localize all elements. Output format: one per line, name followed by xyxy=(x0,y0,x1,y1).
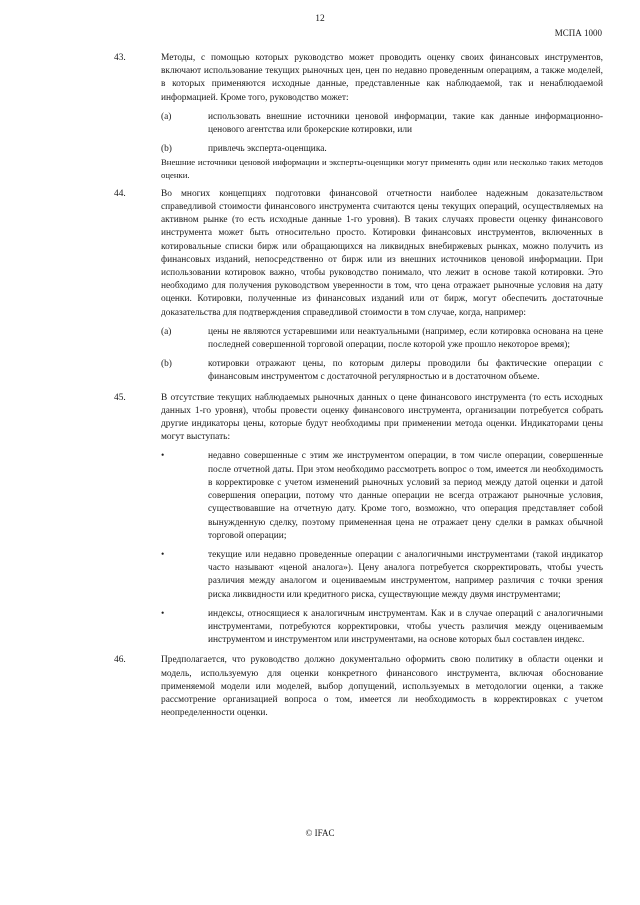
paragraph-text: Методы, с помощью которых руководство может проводить оценку своих финансовых инструментов, включают использование текущих рыночных цен, цен по недавно проведенным операциям, а также моделей, в которых применяются исходные данные, представленные как наблюдаемой, так и ненаблюдаемой информацией. Кроме того, руководство может: xyxy=(161,53,603,103)
paragraph-number: 43. xyxy=(114,53,126,63)
body-text xyxy=(114,52,603,727)
list-item-text: цены не являются устаревшими или неактуальными (например, если котировка основана на цене последней совершенной торговой операции, после которой уже прошло некоторое время); xyxy=(208,326,603,351)
bullet-item xyxy=(161,549,603,602)
list-item-label: (а) xyxy=(161,111,172,122)
paragraph-number: 44. xyxy=(114,188,126,199)
bullet-icon: • xyxy=(161,451,165,462)
paragraph-45 xyxy=(114,392,603,648)
bullet-text: текущие или недавно проведенные операции с аналогичными инструментами (такой индикатор часто называют «ценой аналога»). Цену аналога потребуется скорректировать, чтобы учесть различия между аналогом и оцениваемым инструментом, например различия с точки зрения риска ликвидности или кредитного риска, существующие между двумя инструментами; xyxy=(208,549,603,600)
paragraph-text: Предполагается, что руководство должно документально оформить свою политику в области оценки и модель, используемую для оценки конкретного финансового инструмента, включая обоснование применяемой модели или моделей, выбор допущений, используемых в методологии оценки, а также рассмотрение организацией вопроса о том, имеется ли необходимость в корректировках с учетом неопределенности оценки. xyxy=(161,655,603,719)
paragraph-text: Во многих концепциях подготовки финансовой отчетности наиболее надежным доказательством справедливой стоимости финансового инструмента считаются цены текущих операций, осуществляемых на активном рынке (то есть исходные данные 1-го уровня). В таких случаях провести оценку финансового инструмента может быть относительно просто. Котировки финансовых инструментов, включенных в котировальные списки бирж или обращающихся на ликвидных внебиржевых рынках, можно получить из финансовых изданий, непосредственно от бирж или из внешних источников ценовой информации. При использовании котировок важно, чтобы руководство понимало, что лежит в основе такой котировки. Это необходимо для получения руководством уверенности в том, что цена отражает рыночные условия на дату оценки. Котировки, полученные из финансовых изданий или от бирж, могут обеспечить достаточные доказательства для подтверждения справедливой стоимости в том случае, когда, например: xyxy=(161,188,603,318)
paragraph-text: В отсутствие текущих наблюдаемых рыночных данных о цене финансового инструмента (то есть исходных данных 1-го уровня), чтобы провести оценку финансового инструмента, организации потребуется собрать другие индикаторы цены, которые будут необходимы при применении метода оценки. Индикаторами цены могут выступать: xyxy=(161,392,603,443)
list-item xyxy=(161,111,603,137)
paragraph-46 xyxy=(114,654,603,720)
document-code: МСПА 1000 xyxy=(554,28,602,38)
paragraph-44 xyxy=(114,188,603,385)
bullet-text: индексы, относящиеся к аналогичным инструментам. Как и в случае операций с аналогичными инструментами, потребуются корректировки, чтобы учесть различия между оцениваемым инструментом и инструментом или инструментами, на основе которых был составлен индекс. xyxy=(208,608,603,646)
list-item-label: (b) xyxy=(161,359,172,370)
paragraph-number: 46. xyxy=(114,655,126,666)
paragraph-note: Внешние источники ценовой информации и эксперты-оценщики могут применять один или несколько таких методов оценки. xyxy=(161,157,603,180)
page-number: 12 xyxy=(315,14,325,24)
bullet-text: недавно совершенные с этим же инструментом операции, в том числе операции, совершенные после отчетной даты. При этом необходимо рассмотреть вопрос о том, имеется ли необходимость в корректировке с учетом изменений рыночных условий за период между датой оценки и датой совершения операции, потому что данные операции не всегда отражают рыночные условия, существовавшие на отчетную дату. Кроме того, возможно, что операция представляет собой вынужденную сделку, поэтому примененная цена не отражает цену сделки в рамках обычной торговой операции; xyxy=(208,451,603,541)
list-item-label: (b) xyxy=(161,144,172,155)
bullet-icon: • xyxy=(161,608,165,619)
list-item xyxy=(161,326,603,352)
list-item-text: использовать внешние источники ценовой информации, такие как данные информационно-ценового агентства или брокерские котировки, или xyxy=(208,111,603,136)
paragraph-number: 45. xyxy=(114,392,126,403)
list-item xyxy=(161,358,603,384)
copyright-footer: © IFAC xyxy=(305,828,335,838)
bullet-item xyxy=(161,450,603,542)
list-item-text: привлечь эксперта-оценщика. xyxy=(208,144,327,155)
list-item-text: котировки отражают цены, по которым дилеры проводили бы фактические операции с финансовым инструментом с достаточной регулярностью и в достаточном объеме. xyxy=(208,359,603,383)
paragraph-43 xyxy=(114,52,603,181)
bullet-icon: • xyxy=(161,549,165,560)
bullet-item xyxy=(161,608,603,648)
list-item-label: (а) xyxy=(161,326,172,337)
list-item xyxy=(161,143,603,156)
